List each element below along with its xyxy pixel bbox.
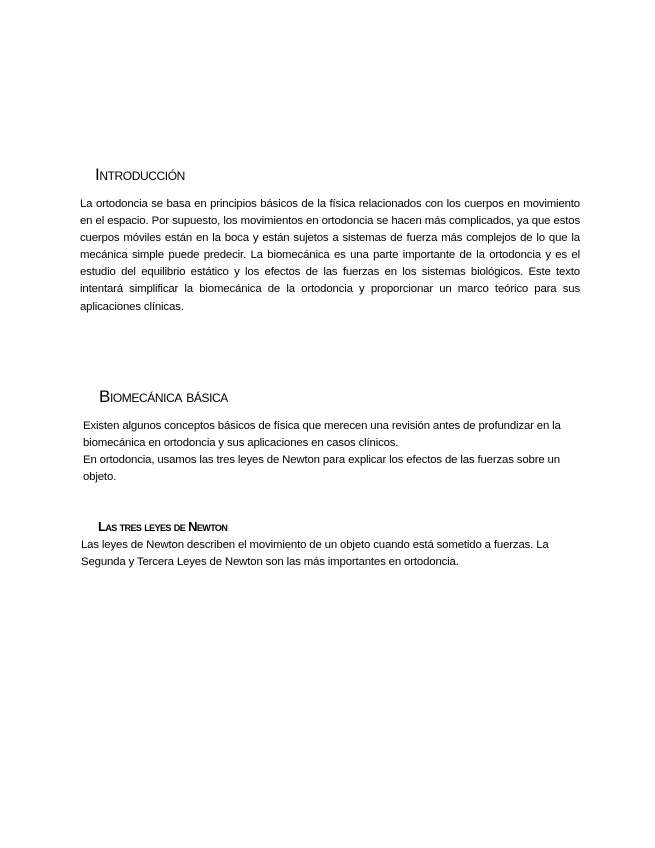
paragraph-biomecanica-2: En ortodoncia, usamos las tres leyes de Newton para explicar los efectos de las fuerzas sobre un objeto. xyxy=(83,454,560,484)
subsection-heading-leyes-newton: Las tres leyes de Newton xyxy=(98,519,228,534)
section-heading-biomecanica: Biomecánica básica xyxy=(99,387,228,406)
paragraph-biomecanica-1: Existen algunos conceptos básicos de física que merecen una revisión antes de profundizar en la biomecánica en ortodoncia y sus aplicaciones en casos clínicos. xyxy=(83,420,561,450)
paragraph-introduccion: La ortodoncia se basa en principios básicos de la física relacionados con los cuerpos en movimiento en el espacio. Por supuesto, los movimientos en ortodoncia se hacen más complicados, ya que estos cuerpos móviles están en la boca y están sujetos a sistemas de fuerza más complejos de lo que la mecánica simple puede predecir. La biomecánica es una parte importante de la ortodoncia y es el estudio del equilibrio estático y los efectos de las fuerzas en los sistemas biológicos. Este texto intentará simplificar la biomecánica de la ortodoncia y proporcionar un marco teórico para sus aplicaciones clínicas. xyxy=(80,198,580,313)
paragraph-leyes-newton: Las leyes de Newton describen el movimiento de un objeto cuando está sometido a fuerzas. La Segunda y Tercera Leyes de Newton son las más importantes en ortodoncia. xyxy=(81,539,549,569)
section-heading-introduccion: Introducción xyxy=(95,165,185,184)
